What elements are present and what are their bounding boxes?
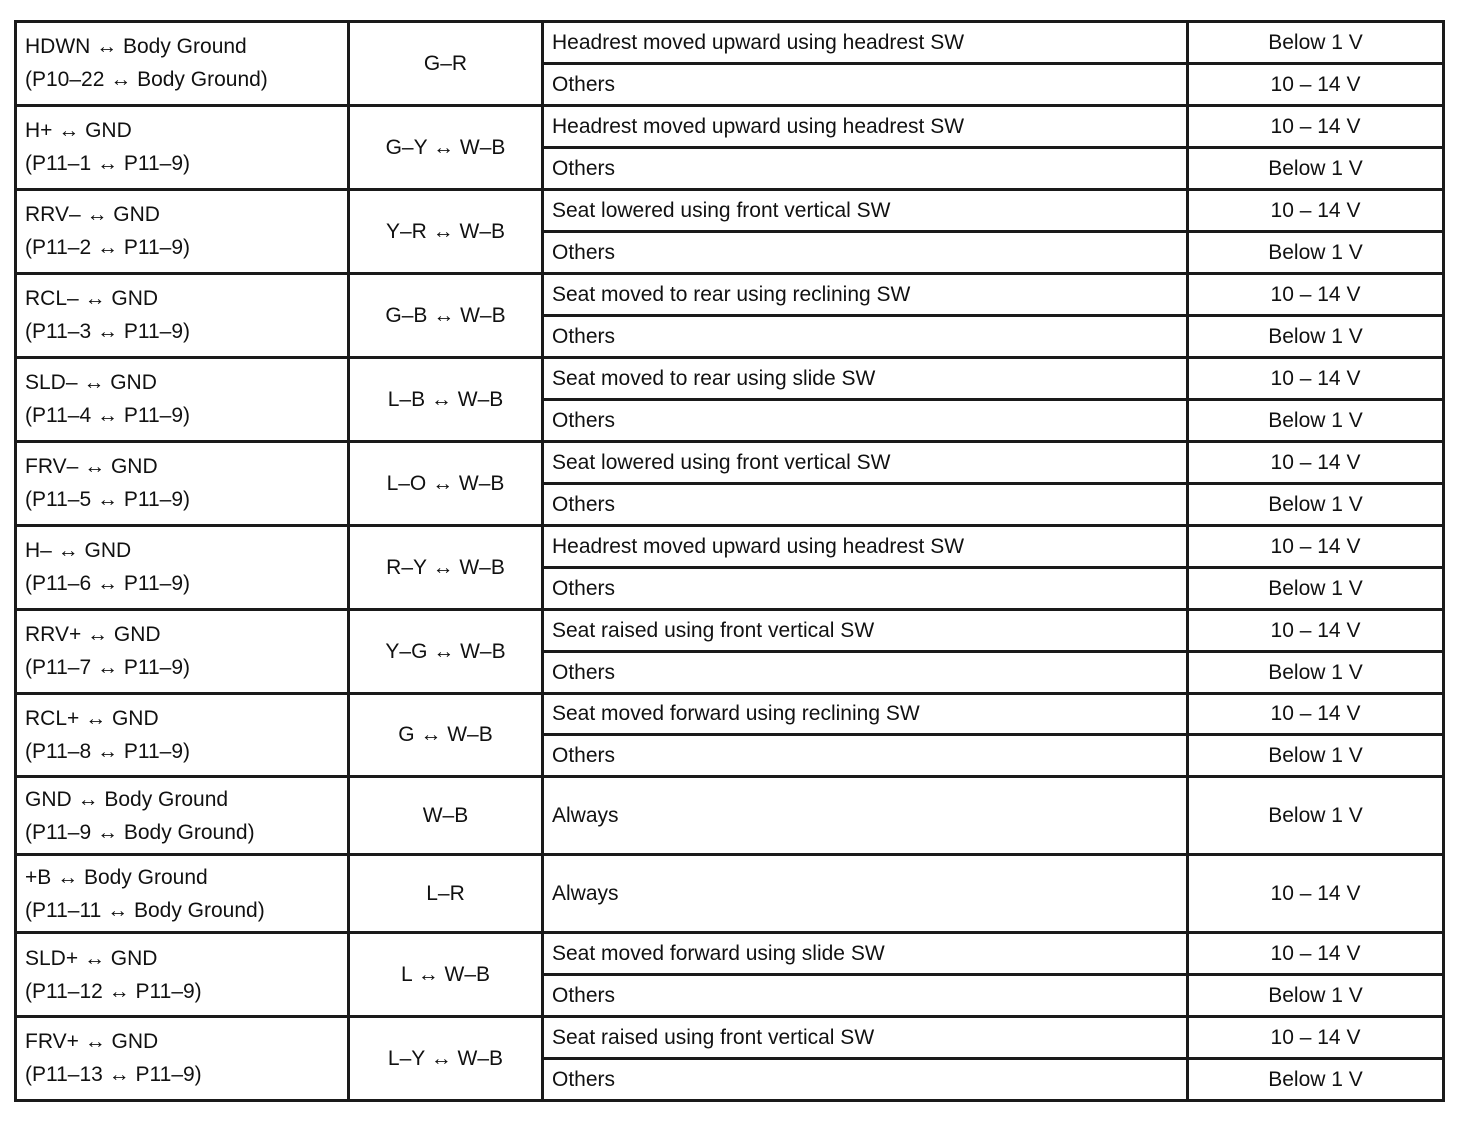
terminal-cell	[16, 189, 349, 273]
terminal-name: GND ↔ Body Ground	[25, 787, 229, 811]
specified-condition-cell: Below 1 V	[1188, 651, 1444, 693]
condition-cell: Others	[543, 567, 1188, 609]
condition-cell: Seat lowered using front vertical SW	[543, 441, 1188, 483]
condition-cell: Others	[543, 1058, 1188, 1100]
terminal-name: FRV+ ↔ GND	[25, 1030, 159, 1054]
condition-cell: Headrest moved upward using headrest SW	[543, 22, 1188, 64]
condition-cell: Seat raised using front vertical SW	[543, 1016, 1188, 1058]
condition-cell: Seat moved forward using slide SW	[543, 933, 1188, 975]
condition-cell: Others	[543, 147, 1188, 189]
wiring-color-cell: L–Y ↔ W–B	[349, 1016, 543, 1100]
condition-cell: Headrest moved upward using headrest SW	[543, 525, 1188, 567]
terminal-pins: (P11–1 ↔ P11–9)	[25, 152, 190, 176]
terminal-cell	[16, 357, 349, 441]
condition-cell: Others	[543, 735, 1188, 777]
table-row	[16, 933, 1444, 975]
condition-cell: Seat moved forward using reclining SW	[543, 693, 1188, 735]
table-body	[16, 22, 1444, 1101]
condition-cell: Seat moved to rear using slide SW	[543, 357, 1188, 399]
terminal-cell	[16, 855, 349, 933]
table-row	[16, 777, 1444, 855]
table-row	[16, 693, 1444, 735]
table-row	[16, 525, 1444, 567]
terminal-cell	[16, 609, 349, 693]
condition-cell: Always	[543, 777, 1188, 855]
terminal-pins: (P11–9 ↔ Body Ground)	[25, 820, 255, 844]
terminal-cell	[16, 693, 349, 777]
specified-condition-cell: 10 – 14 V	[1188, 525, 1444, 567]
terminal-cell	[16, 777, 349, 855]
wiring-color-cell: L ↔ W–B	[349, 933, 543, 1017]
terminal-pins: (P11–7 ↔ P11–9)	[25, 656, 190, 680]
terminal-name: SLD– ↔ GND	[25, 371, 157, 395]
specified-condition-cell: 10 – 14 V	[1188, 855, 1444, 933]
terminal-name: HDWN ↔ Body Ground	[25, 35, 247, 59]
terminal-name: +B ↔ Body Ground	[25, 865, 208, 889]
table-row	[16, 609, 1444, 651]
specified-condition-cell: Below 1 V	[1188, 483, 1444, 525]
table-row	[16, 1016, 1444, 1058]
terminal-cell	[16, 22, 349, 106]
specified-condition-cell: 10 – 14 V	[1188, 357, 1444, 399]
terminal-pins: (P11–8 ↔ P11–9)	[25, 739, 190, 763]
specified-condition-cell: Below 1 V	[1188, 567, 1444, 609]
terminal-voltage-table	[14, 20, 1445, 1102]
specified-condition-cell: Below 1 V	[1188, 147, 1444, 189]
terminal-name: SLD+ ↔ GND	[25, 946, 158, 970]
specified-condition-cell: Below 1 V	[1188, 975, 1444, 1017]
specified-condition-cell: 10 – 14 V	[1188, 63, 1444, 105]
wiring-color-cell: L–B ↔ W–B	[349, 357, 543, 441]
condition-cell: Others	[543, 651, 1188, 693]
table-row	[16, 105, 1444, 147]
specified-condition-cell: 10 – 14 V	[1188, 273, 1444, 315]
wiring-color-cell: G–R	[349, 22, 543, 106]
terminal-pins: (P11–2 ↔ P11–9)	[25, 236, 190, 260]
condition-cell: Others	[543, 315, 1188, 357]
wiring-color-cell: R–Y ↔ W–B	[349, 525, 543, 609]
condition-cell: Others	[543, 975, 1188, 1017]
table-row	[16, 357, 1444, 399]
table-row	[16, 855, 1444, 933]
wiring-color-cell: G–B ↔ W–B	[349, 273, 543, 357]
terminal-name: RRV+ ↔ GND	[25, 623, 161, 647]
specified-condition-cell: 10 – 14 V	[1188, 105, 1444, 147]
specified-condition-cell: Below 1 V	[1188, 231, 1444, 273]
specified-condition-cell: 10 – 14 V	[1188, 693, 1444, 735]
specified-condition-cell: Below 1 V	[1188, 777, 1444, 855]
terminal-name: H– ↔ GND	[25, 539, 132, 563]
condition-cell: Seat moved to rear using reclining SW	[543, 273, 1188, 315]
specified-condition-cell: Below 1 V	[1188, 315, 1444, 357]
condition-cell: Others	[543, 231, 1188, 273]
condition-cell: Seat raised using front vertical SW	[543, 609, 1188, 651]
specified-condition-cell: Below 1 V	[1188, 399, 1444, 441]
table-row	[16, 273, 1444, 315]
specified-condition-cell: 10 – 14 V	[1188, 1016, 1444, 1058]
condition-cell: Others	[543, 483, 1188, 525]
condition-cell: Others	[543, 399, 1188, 441]
inspection-table-container	[14, 20, 1442, 1102]
table-row	[16, 441, 1444, 483]
terminal-pins: (P11–4 ↔ P11–9)	[25, 404, 190, 428]
condition-cell: Headrest moved upward using headrest SW	[543, 105, 1188, 147]
table-row	[16, 22, 1444, 64]
wiring-color-cell: G ↔ W–B	[349, 693, 543, 777]
specified-condition-cell: Below 1 V	[1188, 735, 1444, 777]
condition-cell: Others	[543, 63, 1188, 105]
terminal-cell	[16, 1016, 349, 1100]
terminal-pins: (P11–13 ↔ P11–9)	[25, 1063, 202, 1087]
specified-condition-cell: 10 – 14 V	[1188, 933, 1444, 975]
terminal-name: H+ ↔ GND	[25, 119, 132, 143]
condition-cell: Seat lowered using front vertical SW	[543, 189, 1188, 231]
specified-condition-cell: 10 – 14 V	[1188, 189, 1444, 231]
specified-condition-cell: 10 – 14 V	[1188, 441, 1444, 483]
terminal-name: RRV– ↔ GND	[25, 203, 160, 227]
wiring-color-cell: G–Y ↔ W–B	[349, 105, 543, 189]
wiring-color-cell: L–R	[349, 855, 543, 933]
terminal-name: FRV– ↔ GND	[25, 455, 158, 479]
wiring-color-cell: Y–G ↔ W–B	[349, 609, 543, 693]
table-row	[16, 189, 1444, 231]
wiring-color-cell: W–B	[349, 777, 543, 855]
condition-cell: Always	[543, 855, 1188, 933]
terminal-pins: (P11–11 ↔ Body Ground)	[25, 898, 265, 922]
terminal-pins: (P10–22 ↔ Body Ground)	[25, 68, 268, 92]
specified-condition-cell: Below 1 V	[1188, 22, 1444, 64]
terminal-pins: (P11–5 ↔ P11–9)	[25, 488, 190, 512]
specified-condition-cell: 10 – 14 V	[1188, 609, 1444, 651]
terminal-cell	[16, 105, 349, 189]
terminal-pins: (P11–3 ↔ P11–9)	[25, 320, 190, 344]
wiring-color-cell: Y–R ↔ W–B	[349, 189, 543, 273]
terminal-name: RCL+ ↔ GND	[25, 706, 159, 730]
terminal-cell	[16, 933, 349, 1017]
terminal-cell	[16, 273, 349, 357]
terminal-pins: (P11–6 ↔ P11–9)	[25, 572, 190, 596]
terminal-name: RCL– ↔ GND	[25, 287, 159, 311]
terminal-cell	[16, 525, 349, 609]
terminal-cell	[16, 441, 349, 525]
terminal-pins: (P11–12 ↔ P11–9)	[25, 979, 202, 1003]
wiring-color-cell: L–O ↔ W–B	[349, 441, 543, 525]
specified-condition-cell: Below 1 V	[1188, 1058, 1444, 1100]
